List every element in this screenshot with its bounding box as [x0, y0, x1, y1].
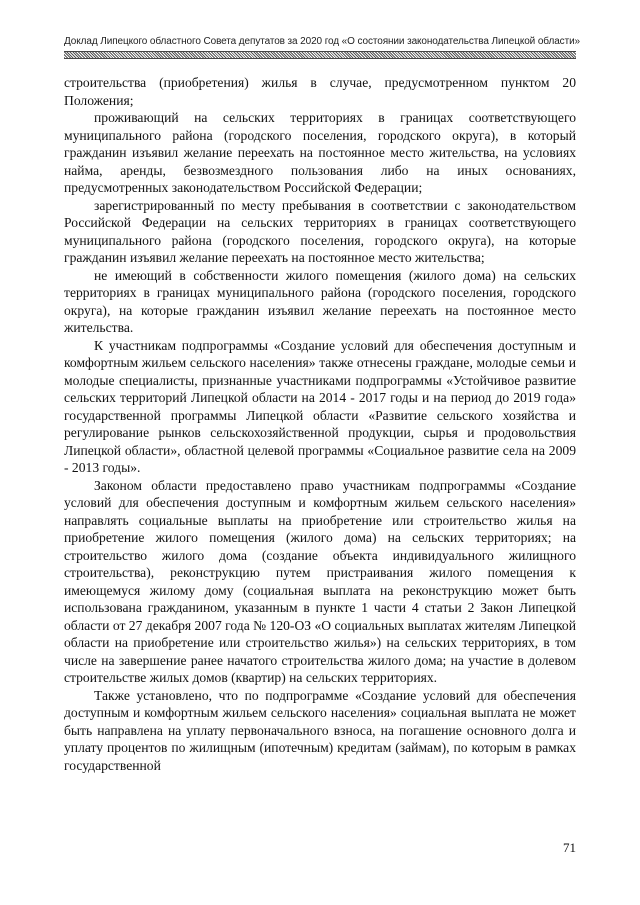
paragraph: проживающий на сельских территориях в границах соответствующего муниципального района (городского поселения, городского округа), в который гражданин изъявил желание переехать на постоянное место жительства, на условиях найма, аренды, безвозмездного пользования либо на иных основаниях, предусмотренных законодательством Российской Федерации; — [64, 110, 576, 195]
paragraph: не имеющий в собственности жилого помещения (жилого дома) на сельских территориях в границах муниципального района (городского поселения, городского округа), на которые гражданин изъявил желание переехать на постоянное место жительства. — [64, 267, 576, 335]
paragraph: зарегистрированный по месту пребывания в соответствии с законодательством Российской Федерации на сельских территориях в границах соответствующего муниципального района (городского поселения, городского округа), на которые гражданин изъявил желание переехать на постоянное место жительства; — [64, 197, 576, 265]
paragraph: Законом области предоставлено право участникам подпрограммы «Создание условий для обеспечения доступным и комфортным жильем сельского населения» направлять социальные выплаты на приобретение или строительство жилья на приобретение жилого помещения (жилого дома) на сельских территориях; на строительство жилого дома (создание объекта индивидуального жилищного строительства), реконструкцию путем пристраивания жилого помещения к имеющемуся жилому дому (социальная выплата на реконструкцию может быть использована гражданином, указанным в пункте 1 части 4 статьи 2 Закон Липецкой области от 27 декабря 2007 года № 120-ОЗ «О социальных выплатах жителям Липецкой области на приобретение или строительство жилья») на сельских территориях, в том числе на завершение ранее начатого строительства жилого дома; на участие в долевом строительстве жилых домов (квартир) на сельских территориях. — [64, 477, 576, 685]
paragraph: строительства (приобретения) жилья в случае, предусмотренном пунктом 20 Положения; — [64, 75, 576, 108]
paragraph: Также установлено, что по подпрограмме «Создание условий для обеспечения доступным и комфортным жильем сельского населения» социальная выплата не может быть направлена на уплату первоначального взноса, на погашение основного долга и уплату процентов по жилищным (ипотечным) кредитам (займам), по которым в рамках государственной — [64, 687, 576, 773]
running-header: Доклад Липецкого областного Совета депутатов за 2020 год «О состоянии законодательства Липецкой области» — [64, 36, 581, 47]
page-number: 71 — [563, 840, 576, 855]
body-text — [64, 74, 576, 774]
header-rule — [64, 51, 576, 59]
paragraph: К участникам подпрограммы «Создание условий для обеспечения доступным и комфортным жильем сельского населения» также отнесены граждане, молодые семьи и молодые специалисты, признанные участниками подпрограммы «Устойчивое развитие сельских территорий Липецкой области на 2014 - 2017 годы и на период до 2019 года» государственной программы Липецкой области «Развитие сельского хозяйства и регулирование рынков сельскохозяйственной продукции, сырья и продовольствия Липецкой области», областной целевой программы «Социальное развитие села на 2009 - 2013 годы». — [64, 337, 576, 475]
